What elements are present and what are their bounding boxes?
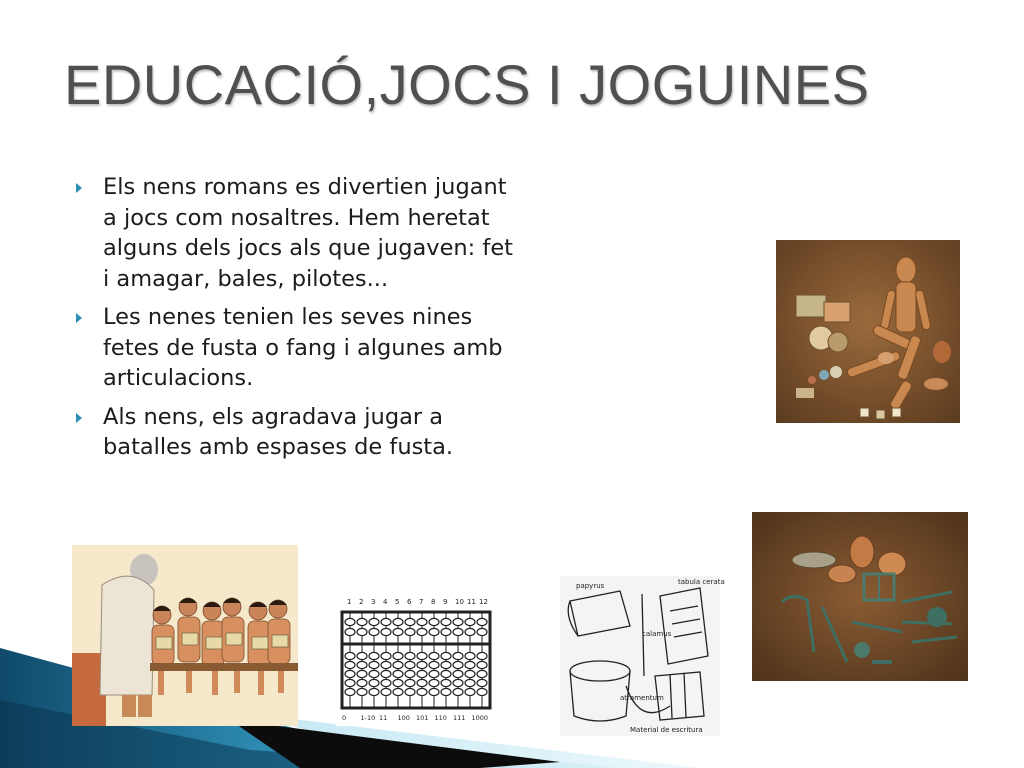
abacus-bead [417,661,427,668]
abacus-top-number: 2 [359,598,364,606]
abacus-top-number: 7 [419,598,424,606]
bullet-item [76,172,526,294]
abacus-bead [441,670,451,677]
abacus-bead [477,618,487,625]
abacus-bead [453,670,463,677]
abacus-top-number: 1 [347,598,352,606]
bullet-list [76,172,526,471]
abacus-bead [453,628,463,635]
abacus-bead [417,652,427,659]
abacus-bead [381,652,391,659]
abacus-bead [357,652,367,659]
abacus-bead [453,679,463,686]
abacus-bead [429,661,439,668]
abacus-bead [405,688,415,695]
abacus-bead [369,618,379,625]
roman-dolls-photo [776,240,960,423]
abacus-bottom-number: 111 [453,714,466,722]
abacus-bottom-number: 1000 [471,714,489,722]
abacus-bead [477,661,487,668]
abacus-bead [429,670,439,677]
abacus-bead [465,661,475,668]
abacus-bottom-number: 101 [416,714,429,722]
abacus-bead [417,628,427,635]
abacus-bead [393,688,403,695]
abacus-bead [477,688,487,695]
abacus-bead [345,670,355,677]
bullet-item [76,402,526,463]
abacus-bead [453,688,463,695]
abacus-bead [465,652,475,659]
abacus-bead [393,628,403,635]
abacus-bead [441,628,451,635]
abacus-bead [429,628,439,635]
abacus-bead [345,688,355,695]
bullet-text: Als nens, els agradava jugar a batalles amb espases de fusta. [103,403,454,460]
abacus-top-number: 5 [395,598,400,606]
bullet-text: Els nens romans es divertien jugant a jocs com nosaltres. Hem heretat alguns dels jocs als que jugaven: fet i amagar, bales, pilotes... [103,174,513,292]
abacus-bead [405,618,415,625]
abacus-bottom-number: 11 [379,714,388,722]
abacus-top-number: 9 [443,598,448,606]
abacus-bead [465,670,475,677]
abacus-bead [345,679,355,686]
abacus-top-number: 11 [467,598,476,606]
abacus-bead [405,679,415,686]
abacus-bead [393,652,403,659]
abacus-bead [393,618,403,625]
abacus-bead [477,679,487,686]
abacus-bead [369,661,379,668]
abacus-bead [381,688,391,695]
abacus-bead [441,661,451,668]
abacus-bead [393,661,403,668]
abacus-bead [369,628,379,635]
abacus-top-number: 12 [479,598,488,606]
abacus-bead [357,688,367,695]
label-material: Material de escritura [630,726,703,734]
abacus-bead [429,618,439,625]
abacus-illustration [336,592,496,726]
abacus-bead [417,670,427,677]
abacus-bottom-number: 0 [342,714,347,722]
abacus-bead [381,661,391,668]
abacus-bead [357,628,367,635]
bullet-item [76,302,526,394]
abacus-bead [441,679,451,686]
abacus-bead [345,661,355,668]
abacus-bottom-number: 1-10 [360,714,376,722]
abacus-bead [405,670,415,677]
abacus-bead [357,661,367,668]
abacus-bead [465,688,475,695]
abacus-top-number: 10 [455,598,464,606]
abacus-bead [417,688,427,695]
abacus-bead [405,628,415,635]
bullet-arrow-icon [76,313,82,323]
abacus-bead [453,652,463,659]
abacus-top-number: 8 [431,598,436,606]
abacus-bead [465,679,475,686]
abacus-bead [429,688,439,695]
abacus-bead [357,670,367,677]
abacus-bead [369,652,379,659]
abacus-top-number: 3 [371,598,376,606]
bullet-arrow-icon [76,413,82,423]
abacus-bead [345,652,355,659]
abacus-bead [357,618,367,625]
slide-title: EDUCACIÓ,JOCS I JOGUINES [64,53,870,116]
bullet-arrow-icon [76,183,82,193]
writing-materials-illustration [560,576,725,736]
abacus-bead [381,628,391,635]
abacus-bottom-number: 110 [434,714,447,722]
abacus-bead [417,618,427,625]
label-papyrus: papyrus [576,582,605,590]
abacus-bead [453,661,463,668]
abacus-bead [441,652,451,659]
abacus-bead [357,679,367,686]
label-tabula-cerata: tabula cerata [678,578,725,586]
abacus-bead [381,679,391,686]
abacus-bead [453,618,463,625]
abacus-bead [369,670,379,677]
abacus-bead [417,679,427,686]
abacus-top-number: 4 [383,598,388,606]
label-calamus: calamus [642,630,672,638]
abacus-bead [429,652,439,659]
abacus-bead [405,661,415,668]
label-atramentum: atramentum [620,694,664,702]
roman-school-illustration [72,545,298,726]
abacus-bead [465,628,475,635]
abacus-bead [465,618,475,625]
abacus-bead [429,679,439,686]
abacus-bead [441,688,451,695]
abacus-bead [477,652,487,659]
abacus-bead [393,679,403,686]
bullet-text: Les nenes tenien les seves nines fetes de fusta o fang i algunes amb articulacions. [103,304,503,391]
abacus-bead [381,618,391,625]
abacus-bead [369,679,379,686]
abacus-top-number: 6 [407,598,412,606]
abacus-bead [345,618,355,625]
abacus-bead [369,688,379,695]
abacus-bead [477,628,487,635]
abacus-bead [477,670,487,677]
abacus-bead [405,652,415,659]
abacus-bead [393,670,403,677]
abacus-bead [441,618,451,625]
abacus-bead [381,670,391,677]
abacus-bottom-number: 100 [397,714,410,722]
abacus-bead [345,628,355,635]
roman-artifacts-photo [752,512,968,681]
